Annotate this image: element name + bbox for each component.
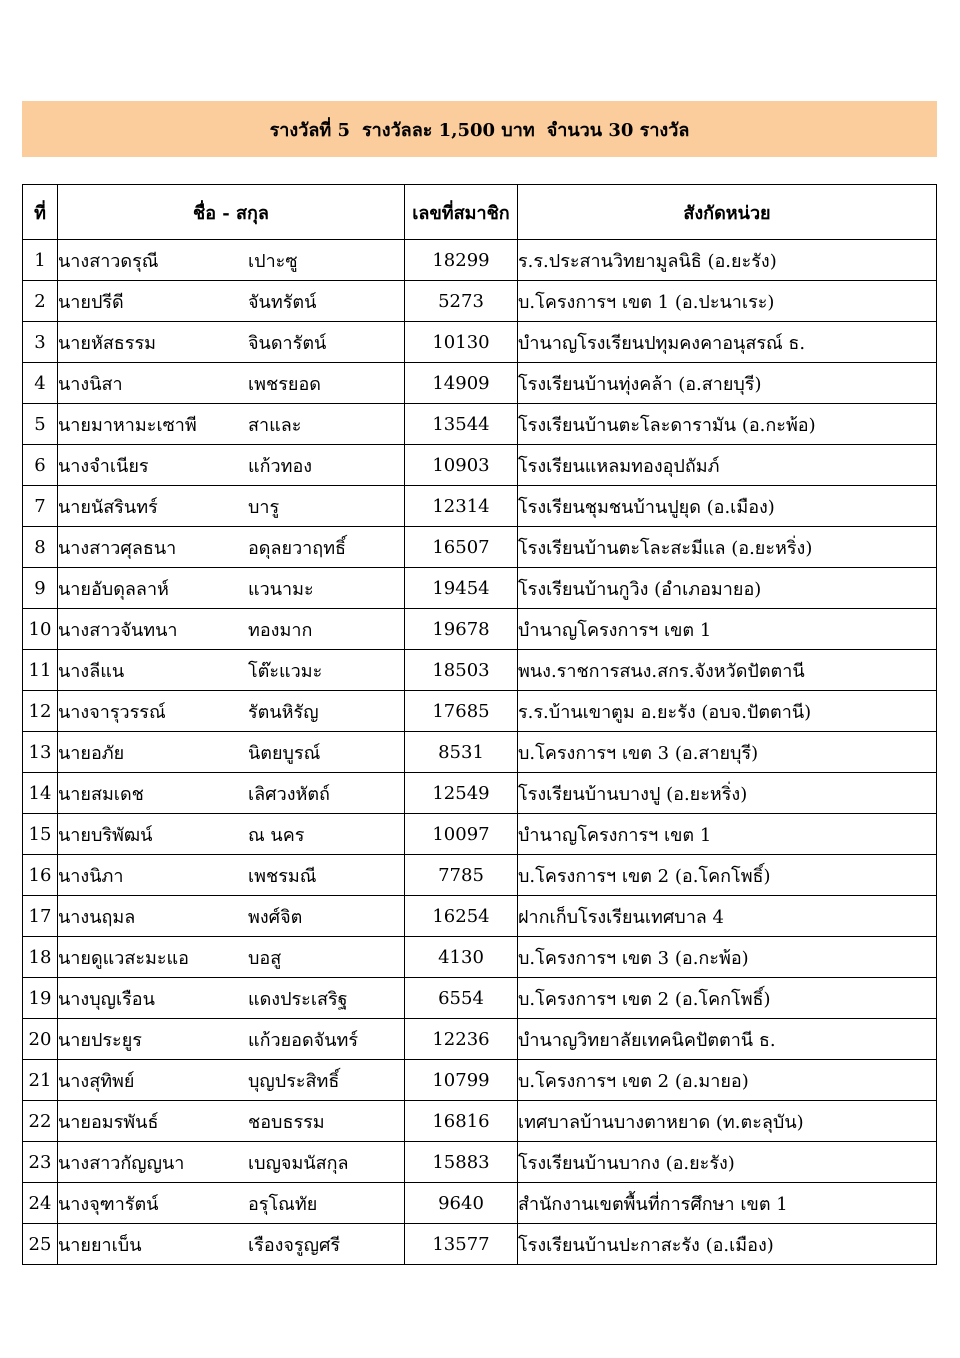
member-unit: บ.โครงการฯ เขต 2 (อ.โคกโพธิ์) xyxy=(518,855,937,896)
first-name: นางลีแน xyxy=(58,660,125,682)
row-number: 2 xyxy=(23,281,58,322)
first-name: นายสมเดช xyxy=(58,783,144,805)
row-number: 8 xyxy=(23,527,58,568)
member-number: 7785 xyxy=(405,855,518,896)
member-name xyxy=(58,1183,405,1224)
row-number: 10 xyxy=(23,609,58,650)
member-unit: โรงเรียนบ้านตะโละสะมีแล (อ.ยะหริ่ง) xyxy=(518,527,937,568)
member-unit: โรงเรียนบ้านกูวิง (อำเภอมายอ) xyxy=(518,568,937,609)
member-number: 10799 xyxy=(405,1060,518,1101)
row-number: 25 xyxy=(23,1224,58,1265)
member-name xyxy=(58,1101,405,1142)
first-name: นางจำเนียร xyxy=(58,455,149,477)
col-header-member: เลขที่สมาชิก xyxy=(405,185,518,240)
member-name xyxy=(58,486,405,527)
member-unit: บ.โครงการฯ เขต 2 (อ.โคกโพธิ์) xyxy=(518,978,937,1019)
last-name: นิตยบูรณ์ xyxy=(248,742,321,764)
row-number: 23 xyxy=(23,1142,58,1183)
table-row xyxy=(23,896,937,937)
table-row xyxy=(23,1224,937,1265)
first-name: นายหัสธรรม xyxy=(58,332,156,354)
last-name: เปาะซู xyxy=(248,250,298,272)
member-unit: บำนาญโรงเรียนปทุมคงคาอนุสรณ์ ธ. xyxy=(518,322,937,363)
member-name xyxy=(58,609,405,650)
member-number: 10097 xyxy=(405,814,518,855)
row-number: 16 xyxy=(23,855,58,896)
last-name: เพชรยอด xyxy=(248,373,321,395)
table-row xyxy=(23,978,937,1019)
member-unit: บ.โครงการฯ เขต 3 (อ.สายบุรี) xyxy=(518,732,937,773)
row-number: 9 xyxy=(23,568,58,609)
member-unit: บ.โครงการฯ เขต 1 (อ.ปะนาเระ) xyxy=(518,281,937,322)
member-unit: บำนาญวิทยาลัยเทคนิคปัตตานี ธ. xyxy=(518,1019,937,1060)
last-name: เลิศวงหัตถ์ xyxy=(248,783,330,805)
first-name: นายนัสรินทร์ xyxy=(58,496,158,518)
last-name: แก้วยอดจันทร์ xyxy=(248,1029,359,1051)
table-row xyxy=(23,937,937,978)
col-header-name: ชื่อ - สกุล xyxy=(58,185,405,240)
table-row xyxy=(23,691,937,732)
table-row xyxy=(23,1101,937,1142)
first-name: นางสาวศุลธนา xyxy=(58,537,177,559)
table-row xyxy=(23,650,937,691)
table-row xyxy=(23,486,937,527)
row-number: 21 xyxy=(23,1060,58,1101)
table-row xyxy=(23,322,937,363)
row-number: 17 xyxy=(23,896,58,937)
member-number: 19454 xyxy=(405,568,518,609)
row-number: 19 xyxy=(23,978,58,1019)
member-number: 16507 xyxy=(405,527,518,568)
member-name xyxy=(58,855,405,896)
last-name: จินดารัตน์ xyxy=(248,332,327,354)
last-name: อรุโณทัย xyxy=(248,1193,318,1215)
member-unit: โรงเรียนแหลมทองอุปถัมภ์ xyxy=(518,445,937,486)
first-name: นางสาวกัญญนา xyxy=(58,1152,185,1174)
member-number: 12236 xyxy=(405,1019,518,1060)
first-name: นางบุญเรือน xyxy=(58,988,155,1010)
member-unit: โรงเรียนบ้านทุ่งคล้า (อ.สายบุรี) xyxy=(518,363,937,404)
member-number: 10903 xyxy=(405,445,518,486)
member-name xyxy=(58,240,405,281)
first-name: นางนฤมล xyxy=(58,906,136,928)
member-unit: สำนักงานเขตพื้นที่การศึกษา เขต 1 xyxy=(518,1183,937,1224)
member-number: 12314 xyxy=(405,486,518,527)
member-number: 12549 xyxy=(405,773,518,814)
member-name xyxy=(58,322,405,363)
table-row xyxy=(23,404,937,445)
table-row xyxy=(23,814,937,855)
col-header-no: ที่ xyxy=(23,185,58,240)
prize-banner xyxy=(22,101,937,157)
table-row xyxy=(23,568,937,609)
first-name: นายยาเบ็น xyxy=(58,1234,142,1256)
last-name: แก้วทอง xyxy=(248,455,313,477)
member-name xyxy=(58,1142,405,1183)
member-number: 17685 xyxy=(405,691,518,732)
last-name: ทองมาก xyxy=(248,619,313,641)
table-row xyxy=(23,773,937,814)
last-name: แดงประเสริฐ xyxy=(248,988,348,1010)
row-number: 1 xyxy=(23,240,58,281)
last-name: เพชรมณี xyxy=(248,865,317,887)
member-unit: บ.โครงการฯ เขต 3 (อ.กะพ้อ) xyxy=(518,937,937,978)
member-unit: บำนาญโครงการฯ เขต 1 xyxy=(518,814,937,855)
first-name: นางนิสา xyxy=(58,373,123,395)
table-row xyxy=(23,1019,937,1060)
member-number: 16254 xyxy=(405,896,518,937)
last-name: บอสู xyxy=(248,947,282,969)
member-name xyxy=(58,773,405,814)
first-name: นางจุฑารัตน์ xyxy=(58,1193,159,1215)
table-row xyxy=(23,363,937,404)
last-name: อดุลยวาฤทธิ์ xyxy=(248,537,347,559)
member-name xyxy=(58,1060,405,1101)
member-number: 15883 xyxy=(405,1142,518,1183)
last-name: ชอบธรรม xyxy=(248,1111,325,1133)
member-number: 8531 xyxy=(405,732,518,773)
last-name: จันทรัตน์ xyxy=(248,291,317,313)
first-name: นางสุทิพย์ xyxy=(58,1070,135,1092)
last-name: โต๊ะแวมะ xyxy=(248,660,323,682)
row-number: 4 xyxy=(23,363,58,404)
last-name: บุญประสิทธิ์ xyxy=(248,1070,340,1092)
member-number: 9640 xyxy=(405,1183,518,1224)
member-number: 10130 xyxy=(405,322,518,363)
row-number: 11 xyxy=(23,650,58,691)
member-number: 4130 xyxy=(405,937,518,978)
member-name xyxy=(58,527,405,568)
table-row xyxy=(23,527,937,568)
row-number: 15 xyxy=(23,814,58,855)
member-number: 16816 xyxy=(405,1101,518,1142)
member-name xyxy=(58,732,405,773)
col-header-unit: สังกัดหน่วย xyxy=(518,185,937,240)
table-row xyxy=(23,281,937,322)
member-name xyxy=(58,281,405,322)
row-number: 6 xyxy=(23,445,58,486)
last-name: พงศ์จิต xyxy=(248,906,303,928)
table-row xyxy=(23,1060,937,1101)
member-number: 13544 xyxy=(405,404,518,445)
member-number: 14909 xyxy=(405,363,518,404)
member-unit: โรงเรียนชุมชนบ้านปูยุด (อ.เมือง) xyxy=(518,486,937,527)
member-unit: พนง.ราชการสนง.สกร.จังหวัดปัตตานี xyxy=(518,650,937,691)
first-name: นายบริพัฒน์ xyxy=(58,824,153,846)
row-number: 3 xyxy=(23,322,58,363)
row-number: 18 xyxy=(23,937,58,978)
member-name xyxy=(58,896,405,937)
member-name xyxy=(58,978,405,1019)
member-number: 18299 xyxy=(405,240,518,281)
row-number: 7 xyxy=(23,486,58,527)
member-unit: โรงเรียนบ้านบากง (อ.ยะรัง) xyxy=(518,1142,937,1183)
table-row xyxy=(23,445,937,486)
member-name xyxy=(58,445,405,486)
last-name: แวนามะ xyxy=(248,578,314,600)
last-name: บารู xyxy=(248,496,280,518)
member-name xyxy=(58,404,405,445)
last-name: เบญจมนัสกุล xyxy=(248,1152,349,1174)
first-name: นายดูแวสะมะแอ xyxy=(58,947,189,969)
winners-table xyxy=(22,184,937,1265)
first-name: นายอมรพันธ์ xyxy=(58,1111,159,1133)
member-unit: โรงเรียนบ้านปะกาสะรัง (อ.เมือง) xyxy=(518,1224,937,1265)
table-row xyxy=(23,855,937,896)
table-header-row xyxy=(23,185,937,240)
member-number: 18503 xyxy=(405,650,518,691)
first-name: นายอภัย xyxy=(58,742,125,764)
last-name: ณ นคร xyxy=(248,824,305,846)
table-row xyxy=(23,732,937,773)
member-unit: บำนาญโครงการฯ เขต 1 xyxy=(518,609,937,650)
first-name: นางสาวดรุณี xyxy=(58,250,159,272)
prize-count: จำนวน 30 รางวัล xyxy=(546,119,690,141)
member-number: 13577 xyxy=(405,1224,518,1265)
member-name xyxy=(58,691,405,732)
first-name: นายปรีดี xyxy=(58,291,124,313)
member-number: 6554 xyxy=(405,978,518,1019)
first-name: นายประยูร xyxy=(58,1029,142,1051)
table-row xyxy=(23,240,937,281)
member-unit: เทศบาลบ้านบางตาหยาด (ท.ตะลุบัน) xyxy=(518,1101,937,1142)
table-row xyxy=(23,609,937,650)
member-name xyxy=(58,650,405,691)
prize-title: รางวัลที่ 5 xyxy=(269,119,350,141)
first-name: นางนิภา xyxy=(58,865,124,887)
last-name: สาและ xyxy=(248,414,302,436)
member-name xyxy=(58,1224,405,1265)
member-unit: โรงเรียนบ้านตะโละดารามัน (อ.กะพ้อ) xyxy=(518,404,937,445)
first-name: นางสาวจันทนา xyxy=(58,619,178,641)
member-number: 5273 xyxy=(405,281,518,322)
member-name xyxy=(58,568,405,609)
first-name: นายมาหามะเซาพี xyxy=(58,414,197,436)
member-name xyxy=(58,363,405,404)
first-name: นางจารุวรรณ์ xyxy=(58,701,166,723)
row-number: 14 xyxy=(23,773,58,814)
table-row xyxy=(23,1183,937,1224)
member-unit: โรงเรียนบ้านบางปู (อ.ยะหริ่ง) xyxy=(518,773,937,814)
last-name: รัตนหิรัญ xyxy=(248,701,319,723)
member-number: 19678 xyxy=(405,609,518,650)
last-name: เรืองจรูญศรี xyxy=(248,1234,341,1256)
member-unit: บ.โครงการฯ เขต 2 (อ.มายอ) xyxy=(518,1060,937,1101)
member-unit: ร.ร.ประสานวิทยามูลนิธิ (อ.ยะรัง) xyxy=(518,240,937,281)
row-number: 22 xyxy=(23,1101,58,1142)
table-row xyxy=(23,1142,937,1183)
member-name xyxy=(58,937,405,978)
member-name xyxy=(58,1019,405,1060)
member-name xyxy=(58,814,405,855)
member-unit: ฝากเก็บโรงเรียนเทศบาล 4 xyxy=(518,896,937,937)
first-name: นายอับดุลลาห์ xyxy=(58,578,169,600)
row-number: 20 xyxy=(23,1019,58,1060)
member-unit: ร.ร.บ้านเขาตูม อ.ยะรัง (อบจ.ปัตตานี) xyxy=(518,691,937,732)
row-number: 12 xyxy=(23,691,58,732)
prize-amount: รางวัลละ 1,500 บาท xyxy=(362,119,535,141)
row-number: 5 xyxy=(23,404,58,445)
row-number: 24 xyxy=(23,1183,58,1224)
row-number: 13 xyxy=(23,732,58,773)
